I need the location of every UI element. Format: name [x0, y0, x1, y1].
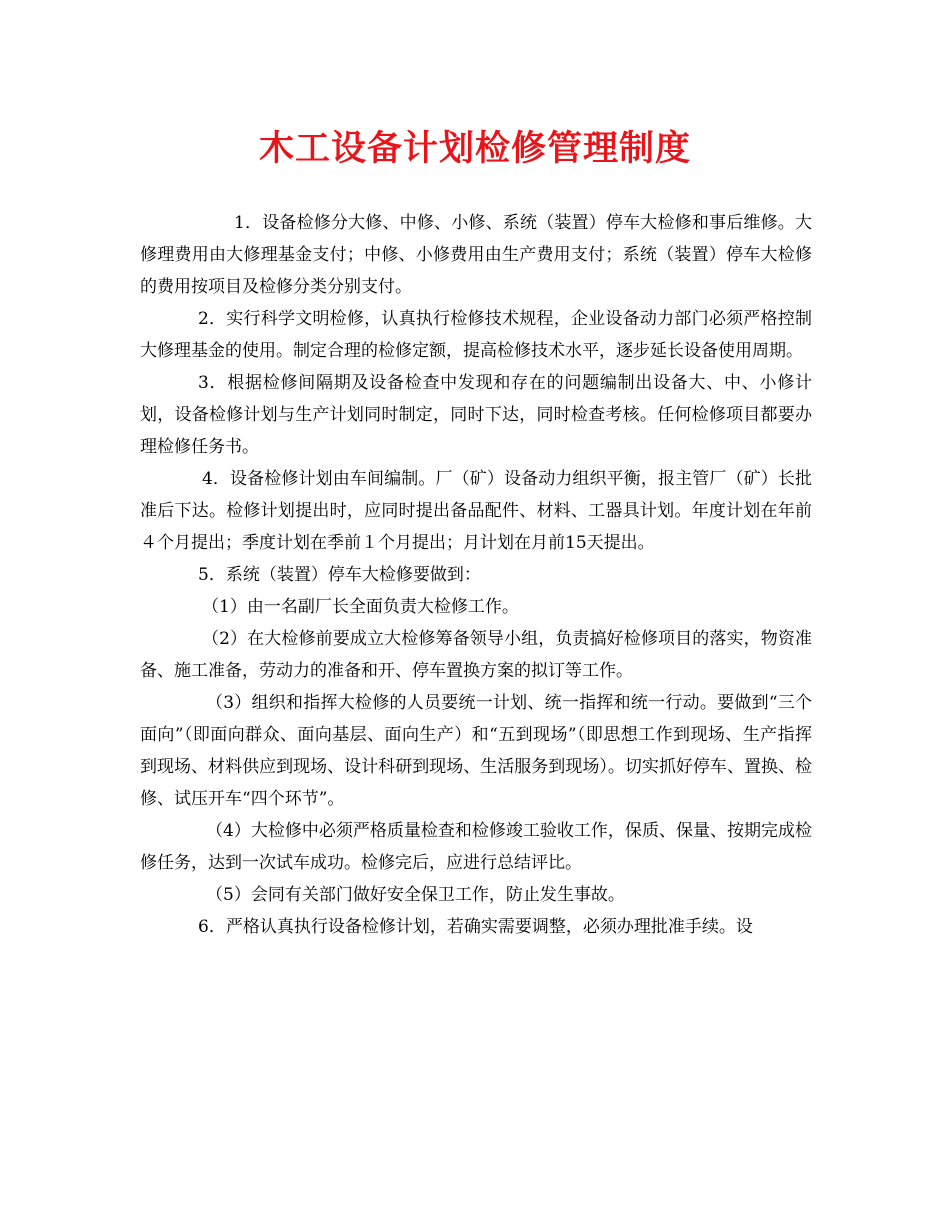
sub-item-4: （4）大检修中必须严格质量检查和检修竣工验收工作，保质、保量、按期完成检修任务，达到一次试车成功。检修完后，应进行总结评比。	[140, 821, 812, 873]
sub-item-1: （1）由一名副厂长全面负责大检修工作。	[202, 597, 519, 617]
paragraph-6: 6．严格认真执行设备检修计划，若确实需要调整，必须办理批准手续。设	[198, 917, 753, 937]
sub-item-5: （5）会同有关部门做好安全保卫工作，防止发生事故。	[206, 885, 625, 905]
document-title: 木工设备计划检修管理制度	[258, 129, 691, 169]
paragraph-1: 1．设备检修分大修、中修、小修、系统（装置）停车大检修和事后维修。大修理费用由大修理基金支付；中修、小修费用由生产费用支付；系统（装置）停车大检修的费用按项目及检修分类分别支付。	[140, 213, 812, 297]
sub-item-2: （2）在大检修前要成立大检修筹备领导小组，负责搞好检修项目的落实，物资准备、施工准备，劳动力的准备和开、停车置换方案的拟订等工作。	[140, 629, 812, 681]
paragraph-3: 3．根据检修间隔期及设备检查中发现和存在的问题编制出设备大、中、小修计划，设备检修计划与生产计划同时制定，同时下达，同时检查考核。任何检修项目都要办理检修任务书。	[140, 373, 812, 457]
paragraph-4: 4．设备检修计划由车间编制。厂（矿）设备动力组织平衡，报主管厂（矿）长批准后下达。检修计划提出时，应同时提出备品配件、材料、工器具计划。年度计划在年前４个月提出；季度计划在季前１个月提出；月计划在月前15天提出。	[140, 469, 812, 553]
paragraph-5: 5．系统（装置）停车大检修要做到：	[198, 565, 481, 585]
paragraph-2: 2．实行科学文明检修，认真执行检修技术规程，企业设备动力部门必须严格控制大修理基金的使用。制定合理的检修定额，提高检修技术水平，逐步延长设备使用周期。	[140, 309, 812, 361]
sub-item-3: （3）组织和指挥大检修的人员要统一计划、统一指挥和统一行动。要做到“三个面向”（即面向群众、面向基层、面向生产）和“五到现场”（即思想工作到现场、生产指挥到现场、材料供应到现场、设计科研到现场、生活服务到现场）。切实抓好停车、置换、检修、试压开车“四个环节”。	[140, 693, 812, 809]
document-body	[140, 207, 812, 943]
